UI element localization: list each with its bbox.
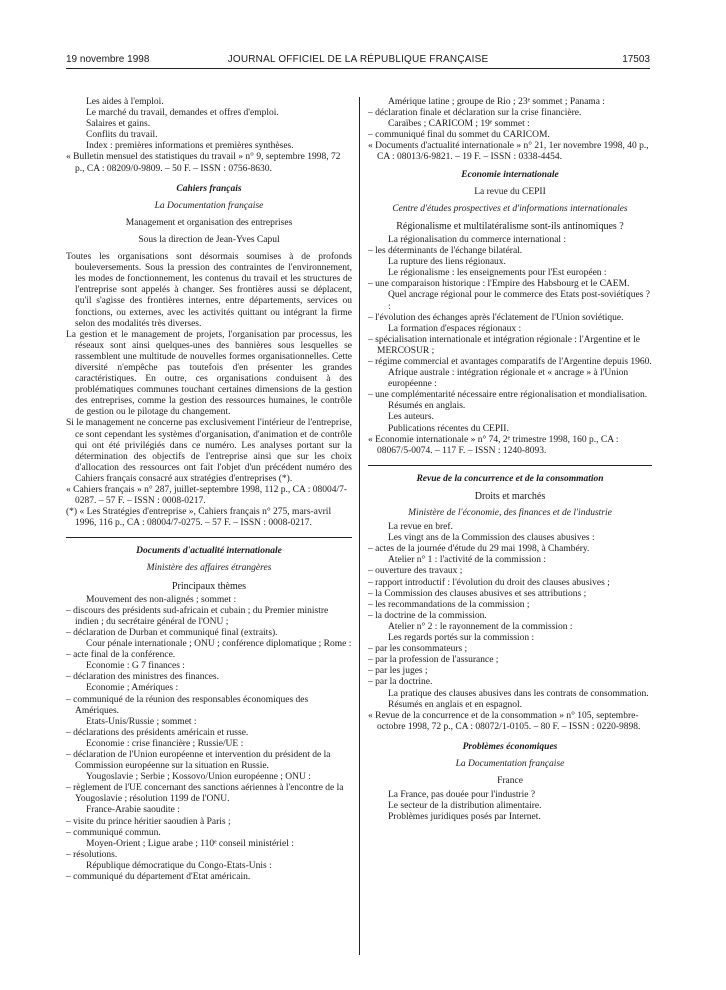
list-item: – déclaration de l'Union européenne et intervention du président de la Commission européenne sur la situation en Russie. [66, 749, 331, 772]
list-item: – spécialisation internationale et intégration régionale : l'Argentine et le MERCOSUR ; [368, 334, 640, 356]
section-title: Cahiers français [176, 183, 242, 194]
list-item: – déclaration des ministres des finances. [66, 672, 220, 683]
list-item: – déclaration de Durban et communiqué final (extraits). [66, 627, 278, 638]
list-item: Résumés en anglais. [388, 401, 466, 412]
column-divider [359, 97, 360, 955]
list-item: – résolutions. [66, 849, 118, 860]
section-subject: Régionalisme et multilatéralisme sont-ils antinomiques ? [396, 220, 624, 232]
themes-list [66, 595, 352, 883]
intro-list [66, 97, 352, 152]
list-item: – déclaration finale et déclaration sur la crise financière. [368, 108, 582, 119]
list-item: – l'évolution des échanges après l'éclatement de l'Union soviétique. [368, 312, 624, 323]
list-item: Caraïbes ; CARICOM ; 19ᵉ sommet : [388, 119, 530, 130]
list-item: – par la doctrine. [368, 677, 433, 688]
list-item: – communiqué final du sommet du CARICOM. [368, 130, 550, 141]
list-item: – par les consommateurs ; [368, 644, 468, 655]
section-title: Economie internationale [461, 169, 559, 180]
right-column [368, 97, 652, 823]
list-item: Le marché du travail, demandes et offres d'emploi. [86, 108, 279, 119]
paragraph: La gestion et le management de projets, l'organisation par processus, les réseaux sont ainsi quelques-unes des bannières sous lesquelles se rassemblent une multitude de nouvelles formes organisationnelles. Cette diversité n'empêche pas toutefois d'en présenter les grandes caractéristiques. En outre, ces organisations conduisent à des problématiques communes touchant certaines dimensions de la gestion des entreprises, comme la gestion des ressources humaines, le contrôle de gestion ou le pilotage du changement. [66, 329, 352, 418]
list-item: Les aides à l'emploi. [86, 97, 164, 107]
list-item: Mouvement des non-alignés ; sommet : [86, 594, 237, 605]
section-separator [66, 537, 352, 538]
list-item: Les auteurs. [388, 412, 434, 423]
list-item: Afrique australe : intégration régionale et « ancrage » à l'Union européenne : [388, 368, 629, 390]
list-item: Etats-Unis/Russie ; sommet : [86, 716, 197, 727]
list-item: – une complémentarité nécessaire entre régionalisation et mondialisation. [368, 390, 648, 401]
list-item: La France, pas douée pour l'industrie ? [388, 790, 536, 801]
section-publisher: La Documentation française [455, 758, 565, 769]
list-item: – la doctrine de la commission. [368, 610, 487, 621]
header-title: JOURNAL OFFICIEL DE LA RÉPUBLIQUE FRANÇAISE [227, 54, 489, 65]
list-item: – actes de la journée d'étude du 29 mai 1998, à Chambéry. [368, 544, 590, 555]
list-item: La formation d'espaces régionaux : [388, 323, 522, 334]
list-item: Amérique latine ; groupe de Rio ; 23ᵉ sommet ; Panama : [388, 97, 605, 107]
publication-reference: (*) « Les Stratégies d'entreprise », Cahiers français n° 275, mars-avril 1996, 116 p., CA : 08004/7-0275. – 57 F. – ISSN : 0008-0217. [66, 507, 332, 529]
page-header [66, 54, 650, 68]
list-item: – les recommandations de la commission ; [368, 599, 530, 610]
list-item: Le régionalisme : les enseignements pour l'Est européen : [388, 268, 607, 279]
list-item: Salaires et gains. [86, 119, 151, 130]
list-item: – acte final de la conférence. [66, 650, 176, 661]
list-item: La pratique des clauses abusives dans les contrats de consommation. [388, 688, 649, 699]
list-item: Cour pénale internationale ; ONU ; conférence diplomatique ; Rome : [86, 639, 352, 650]
list-item: Economie : crise financière ; Russie/UE : [86, 738, 244, 749]
list-item: – la Commission des clauses abusives et ses attributions ; [368, 588, 587, 599]
list-item: – déclarations des présidents américain et russe. [66, 727, 249, 738]
list-item: Yougoslavie ; Serbie ; Kossovo/Union européenne ; ONU : [86, 772, 311, 783]
list-item: – règlement de l'UE concernant des sanctions aériennes à l'encontre de la Yougoslavie ; résolution 1199 de l'ONU. [66, 783, 344, 805]
section-publisher: Ministère de l'économie, des finances et de l'industrie [408, 508, 612, 518]
list-item: – discours des présidents sud-africain et cubain ; du Premier ministre indien ; du secrétaire général de l'ONU ; [66, 605, 329, 627]
publication-reference: « Economie internationale » n° 74, 2ᵉ trimestre 1998, 160 p., CA : 08067/5-0074. – 117 F. – ISSN : 1240-8093. [368, 434, 619, 456]
list-item: – une comparaison historique : l'Empire des Habsbourg et le CAEM. [368, 279, 630, 290]
section-subtitle: La revue du CEPII [474, 186, 546, 197]
contents-list [368, 235, 652, 435]
list-item: Les vingt ans de la Commission des clauses abusives : [388, 533, 595, 544]
list-item: Economie : G 7 finances : [86, 661, 185, 672]
continued-list [368, 97, 652, 141]
header-page-number: 17503 [622, 54, 650, 65]
section-publisher: Centre d'études prospectives et d'informations internationales [392, 203, 628, 214]
header-date: 19 novembre 1998 [66, 54, 150, 65]
list-item: France-Arabie saoudite : [86, 805, 180, 816]
paragraph: Si le management ne concerne pas exclusivement l'intérieur de l'entreprise, ce sont cependant les systèmes d'organisation, d'animation et de contrôle qui ont été privilégiés dans ce numéro. Les analyses portant sur la détermination des objectifs de l'entreprise ainsi que sur les choix d'allocation des ressources ont fait l'objet d'un précédent numéro des Cahiers français consacré aux stratégies d'entreprises (*). [66, 418, 352, 484]
list-item: Atelier n° 2 : le rayonnement de la commission : [388, 621, 573, 632]
list-item: Atelier n° 1 : l'activité de la commission : [388, 555, 547, 566]
section-title: Revue de la concurrence et de la consommation [416, 473, 604, 484]
list-item: Publications récentes du CEPII. [388, 423, 509, 434]
list-item: La rupture des liens régionaux. [388, 257, 506, 268]
section-publisher: La Documentation française [154, 200, 264, 211]
list-item: République démocratique du Congo-Etats-Unis : [86, 860, 272, 871]
section-subject: France [497, 776, 523, 787]
section-subject: Droits et marchés [474, 490, 546, 502]
list-item: Quel ancrage régional pour le commerce des Etats post-soviétiques ? : [388, 290, 650, 312]
list-item: Moyen-Orient ; Ligue arabe ; 110ᵉ conseil ministériel : [86, 838, 294, 849]
section-title: Problèmes économiques [462, 741, 558, 752]
list-item: – régime commercial et avantages comparatifs de l'Argentine depuis 1960. [368, 356, 652, 367]
list-item: – ouverture des travaux ; [368, 566, 463, 577]
publication-reference: « Bulletin mensuel des statistiques du travail » n° 9, septembre 1998, 72 p., CA : 08209/0-9809. – 50 F. – ISSN : 0756-8630. [66, 152, 341, 174]
paragraph: Toutes les organisations sont désormais soumises à de profonds bouleversements. Sous la pression des contraintes de l'environnement, les modes de fonctionnement, les contenus du travail et les structures de l'entreprise sont appelés à changer. Ses frontières aussi se déplacent, qu'il s'agisse des frontières internes, entre départements, services ou fonctions, ou externes, avec les activités quittant ou intégrant la firme selon des modalités très diverses. [66, 252, 352, 329]
list-item: – communiqué commun. [66, 827, 161, 838]
list-item: Les regards portés sur la commission : [388, 633, 535, 644]
list-item: – rapport introductif : l'évolution du droit des clauses abusives ; [368, 577, 610, 588]
list-item: Le secteur de la distribution alimentaire. [388, 801, 542, 812]
list-item: La régionalisation du commerce international : [388, 234, 567, 245]
list-item: – communiqué du département d'Etat américain. [66, 872, 251, 882]
list-item: – les déterminants de l'échange bilatéral. [368, 246, 523, 257]
publication-reference: « Documents d'actualité internationale » n° 21, 1er novembre 1998, 40 p., CA : 08013/6-9821. – 19 F. – ISSN : 0338-4454. [368, 141, 649, 163]
publication-reference: « Revue de la concurrence et de la consommation » n° 105, septembre-octobre 1998, 72 p., CA : 08072/1-0105. – 80 F. – ISSN : 0220-9898. [368, 710, 641, 732]
header-rule [66, 68, 650, 69]
list-item: Conflits du travail. [86, 130, 158, 141]
list-item: Résumés en anglais et en espagnol. [388, 699, 523, 710]
section-publisher: Ministère des affaires étrangères [146, 563, 272, 574]
contents-list [368, 790, 652, 823]
section-direction: Sous la direction de Jean-Yves Capul [138, 234, 280, 245]
list-item: Index : premières informations et premières synthèses. [86, 141, 294, 152]
section-title: Documents d'actualité internationale [136, 546, 282, 557]
section-subject: Principaux thèmes [171, 580, 247, 592]
section-subject: Management et organisation des entreprises [125, 217, 293, 228]
left-column [66, 97, 352, 883]
list-item: Economie ; Amériques : [86, 683, 179, 694]
list-item: – par la profession de l'assurance ; [368, 655, 499, 666]
list-item: La revue en bref. [388, 522, 453, 533]
section-separator [368, 465, 652, 466]
publication-reference: « Cahiers français » n° 287, juillet-septembre 1998, 112 p., CA : 08004/7-0287. – 57 F. – ISSN : 0008-0217. [66, 485, 348, 507]
list-item: – visite du prince héritier saoudien à Paris ; [66, 816, 231, 827]
list-item: – communiqué de la réunion des responsables économiques des Amériques. [66, 694, 309, 716]
list-item: – par les juges ; [368, 666, 428, 677]
list-item: Problèmes juridiques posés par Internet. [388, 812, 541, 823]
contents-list [368, 522, 652, 711]
